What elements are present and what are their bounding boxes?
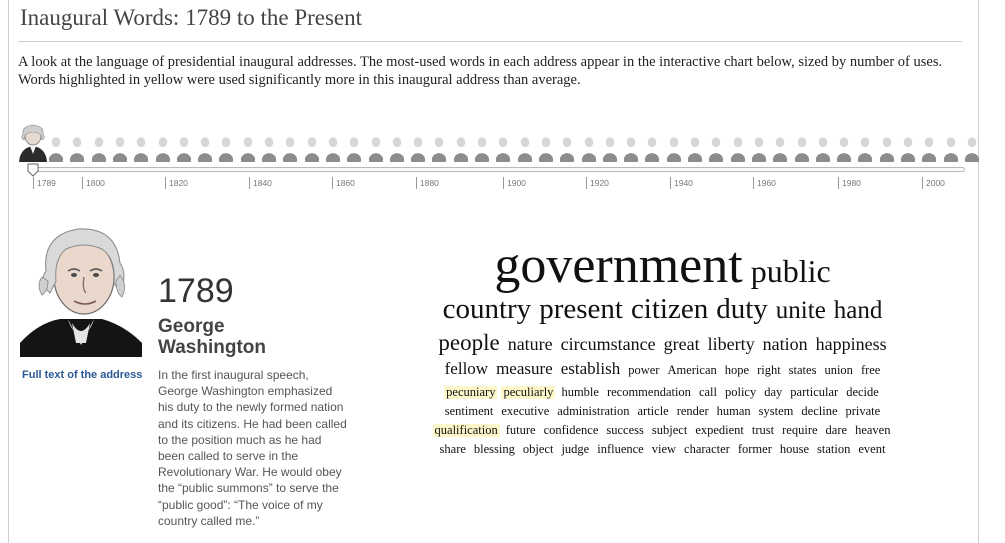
word-cloud xyxy=(395,238,930,468)
president-thumbnail-icon[interactable] xyxy=(919,132,939,162)
word-share[interactable]: share xyxy=(439,442,466,456)
president-thumbnail-icon[interactable] xyxy=(110,132,130,162)
president-thumbnail-icon[interactable] xyxy=(238,132,258,162)
word-judge[interactable]: judge xyxy=(561,442,590,456)
word-establish[interactable]: establish xyxy=(560,359,621,378)
word-hope[interactable]: hope xyxy=(724,363,750,377)
timeline-tick-label: 1800 xyxy=(86,178,105,188)
word-nation[interactable]: nation xyxy=(762,334,808,354)
word-future[interactable]: future xyxy=(505,423,536,437)
timeline-tick-label: 1820 xyxy=(169,178,188,188)
president-thumbnail-icon[interactable] xyxy=(344,132,364,162)
word-cloud-row xyxy=(395,238,930,293)
word-country[interactable]: country xyxy=(442,293,532,325)
timeline-tick-label: 1920 xyxy=(590,178,609,188)
president-thumbnail-icon[interactable] xyxy=(67,132,87,162)
word-confidence[interactable]: confidence xyxy=(543,423,599,437)
president-thumbnail-icon[interactable] xyxy=(962,132,982,162)
word-cloud-row xyxy=(395,402,930,420)
president-thumbnail-icon[interactable] xyxy=(323,132,343,162)
timeline-tick xyxy=(165,177,166,189)
president-thumbnail-icon[interactable] xyxy=(89,132,109,162)
president-thumbnail-icon[interactable] xyxy=(408,132,428,162)
word-render[interactable]: render xyxy=(676,404,709,418)
word-station[interactable]: station xyxy=(817,442,851,456)
timeline-tick xyxy=(922,177,923,189)
timeline-tick xyxy=(838,177,839,189)
word-union[interactable]: union xyxy=(824,363,853,377)
president-thumbnail-icon[interactable] xyxy=(174,132,194,162)
president-first-name: George xyxy=(158,316,225,337)
word-citizen[interactable]: citizen xyxy=(630,293,709,325)
president-thumbnail-icon[interactable] xyxy=(749,132,769,162)
president-thumbnail-icon[interactable] xyxy=(536,132,556,162)
president-thumbnail-icon[interactable] xyxy=(941,132,961,162)
word-call[interactable]: call xyxy=(698,385,717,399)
word-event[interactable]: event xyxy=(858,442,886,456)
timeline-tick xyxy=(416,177,417,189)
president-thumbnail-icon[interactable] xyxy=(898,132,918,162)
word-liberty[interactable]: liberty xyxy=(707,334,755,354)
president-thumbnail-icon[interactable] xyxy=(472,132,492,162)
word-cloud-row xyxy=(395,331,930,355)
timeline-tick xyxy=(332,177,333,189)
president-thumbnail-icon[interactable] xyxy=(685,132,705,162)
president-thumbnail-icon[interactable] xyxy=(855,132,875,162)
word-power[interactable]: power xyxy=(628,363,660,377)
word-sentiment[interactable]: sentiment xyxy=(444,404,494,418)
word-nature[interactable]: nature xyxy=(507,334,553,354)
timeline-tick xyxy=(586,177,587,189)
word-free[interactable]: free xyxy=(860,363,881,377)
timeline-slider-handle[interactable] xyxy=(27,163,39,177)
timeline-tick-label: 1860 xyxy=(336,178,355,188)
word-circumstance[interactable]: circumstance xyxy=(560,334,656,354)
title-divider xyxy=(18,41,962,42)
george-washington-portrait xyxy=(20,215,142,357)
word-house[interactable]: house xyxy=(779,442,810,456)
word-article[interactable]: article xyxy=(637,404,669,418)
word-expedient[interactable]: expedient xyxy=(695,423,744,437)
word-human[interactable]: human xyxy=(716,404,751,418)
timeline-tick-label: 1789 xyxy=(37,178,56,188)
word-executive[interactable]: executive xyxy=(501,404,550,418)
president-thumbnail-icon[interactable] xyxy=(813,132,833,162)
word-people[interactable]: people xyxy=(438,330,500,355)
president-thumbnail-icon[interactable] xyxy=(131,132,151,162)
president-thumbnail-icon[interactable] xyxy=(429,132,449,162)
president-thumbnail-icon[interactable] xyxy=(621,132,641,162)
president-thumbnail-icon[interactable] xyxy=(259,132,279,162)
word-influence[interactable]: influence xyxy=(597,442,644,456)
word-great[interactable]: great xyxy=(663,334,700,354)
address-description: In the first inaugural speech, George Washington emphasized his duty to the newly formed nation and its citizens. He had been called to the position much as he had been called to serve in the Revolutionary War. He would obey the “public summons” to serve the “public good”: “The voice of my country called me.” xyxy=(158,368,347,528)
word-qualification[interactable]: qualification xyxy=(434,423,498,437)
word-former[interactable]: former xyxy=(737,442,772,456)
word-fellow[interactable]: fellow xyxy=(444,359,489,378)
president-thumbnail-icon[interactable] xyxy=(195,132,215,162)
timeline-tick xyxy=(753,177,754,189)
word-decline[interactable]: decline xyxy=(801,404,838,418)
word-unite[interactable]: unite xyxy=(775,297,826,324)
timeline-tick xyxy=(249,177,250,189)
word-system[interactable]: system xyxy=(758,404,794,418)
intro-text: A look at the language of presidential inaugural addresses. The most-used words in each address appear in the interactive chart below, sized by number of uses. Words highlighted in yellow were used significantly more in this inaugural address than average. xyxy=(18,54,943,88)
word-happiness[interactable]: happiness xyxy=(815,334,887,354)
president-portrait-strip[interactable] xyxy=(16,120,970,162)
timeline-tick-label: 1940 xyxy=(674,178,693,188)
president-thumbnail-icon[interactable] xyxy=(451,132,471,162)
timeline-tick xyxy=(503,177,504,189)
president-thumbnail-icon[interactable] xyxy=(770,132,790,162)
word-cloud-row xyxy=(395,421,930,439)
president-thumbnail-icon[interactable] xyxy=(728,132,748,162)
word-cloud-row xyxy=(395,294,930,324)
page-title: Inaugural Words: 1789 to the Present xyxy=(20,5,363,30)
president-last-name: Washington xyxy=(158,337,266,358)
president-thumbnail-icon[interactable] xyxy=(387,132,407,162)
word-day[interactable]: day xyxy=(764,385,783,399)
president-thumbnail-icon[interactable] xyxy=(216,132,236,162)
president-thumbnail-icon[interactable] xyxy=(280,132,300,162)
president-thumbnail-icon[interactable] xyxy=(664,132,684,162)
word-american[interactable]: American xyxy=(667,363,717,377)
word-object[interactable]: object xyxy=(522,442,554,456)
word-private[interactable]: private xyxy=(845,404,881,418)
word-humble[interactable]: humble xyxy=(561,385,599,399)
word-success[interactable]: success xyxy=(606,423,644,437)
president-thumbnail-icon[interactable] xyxy=(600,132,620,162)
president-thumbnail-icon[interactable] xyxy=(642,132,662,162)
word-particular[interactable]: particular xyxy=(790,385,839,399)
president-thumbnail-icon[interactable] xyxy=(302,132,322,162)
word-policy[interactable]: policy xyxy=(724,385,757,399)
president-thumbnail-icon[interactable] xyxy=(877,132,897,162)
word-subject[interactable]: subject xyxy=(651,423,688,437)
president-thumbnail-icon[interactable] xyxy=(153,132,173,162)
timeline-tick xyxy=(33,177,34,189)
timeline-tick-label: 1980 xyxy=(842,178,861,188)
timeline-tick-label: 1900 xyxy=(507,178,526,188)
word-blessing[interactable]: blessing xyxy=(473,442,515,456)
word-cloud-row xyxy=(395,360,930,379)
word-dare[interactable]: dare xyxy=(825,423,848,437)
president-thumbnail-icon[interactable] xyxy=(493,132,513,162)
timeline-tick-label: 1880 xyxy=(420,178,439,188)
timeline-tick xyxy=(82,177,83,189)
word-cloud-row xyxy=(395,440,930,458)
word-measure[interactable]: measure xyxy=(496,359,553,378)
word-duty[interactable]: duty xyxy=(716,293,768,325)
word-view[interactable]: view xyxy=(651,442,677,456)
word-heaven[interactable]: heaven xyxy=(855,423,891,437)
selected-year: 1789 xyxy=(158,272,234,310)
president-thumbnail-icon[interactable] xyxy=(46,132,66,162)
word-recommendation[interactable]: recommendation xyxy=(606,385,691,399)
timeline-tick xyxy=(670,177,671,189)
word-administration[interactable]: administration xyxy=(557,404,630,418)
word-character[interactable]: character xyxy=(684,442,730,456)
full-text-link[interactable]: Full text of the address xyxy=(22,369,143,381)
president-thumbnail-icon[interactable] xyxy=(557,132,577,162)
word-states[interactable]: states xyxy=(788,363,817,377)
word-trust[interactable]: trust xyxy=(751,423,775,437)
president-thumbnail-icon[interactable] xyxy=(366,132,386,162)
timeline-tick-label: 1960 xyxy=(757,178,776,188)
washington-thumbnail-icon[interactable] xyxy=(16,122,50,162)
word-decide[interactable]: decide xyxy=(846,385,879,399)
president-thumbnail-icon[interactable] xyxy=(792,132,812,162)
word-public[interactable]: public xyxy=(750,253,831,289)
president-thumbnail-icon[interactable] xyxy=(579,132,599,162)
timeline-track[interactable] xyxy=(33,167,965,172)
timeline-tick-label: 2000 xyxy=(926,178,945,188)
word-government[interactable]: government xyxy=(494,237,743,294)
word-peculiarly[interactable]: peculiarly xyxy=(503,385,554,399)
word-require[interactable]: require xyxy=(782,423,818,437)
word-pecuniary[interactable]: pecuniary xyxy=(446,385,496,399)
president-thumbnail-icon[interactable] xyxy=(834,132,854,162)
word-cloud-row xyxy=(395,383,930,401)
president-thumbnail-icon[interactable] xyxy=(515,132,535,162)
president-thumbnail-icon[interactable] xyxy=(706,132,726,162)
timeline-tick-label: 1840 xyxy=(253,178,272,188)
word-hand[interactable]: hand xyxy=(833,297,883,324)
word-right[interactable]: right xyxy=(757,363,781,377)
word-present[interactable]: present xyxy=(539,293,623,325)
president-name xyxy=(158,316,308,358)
